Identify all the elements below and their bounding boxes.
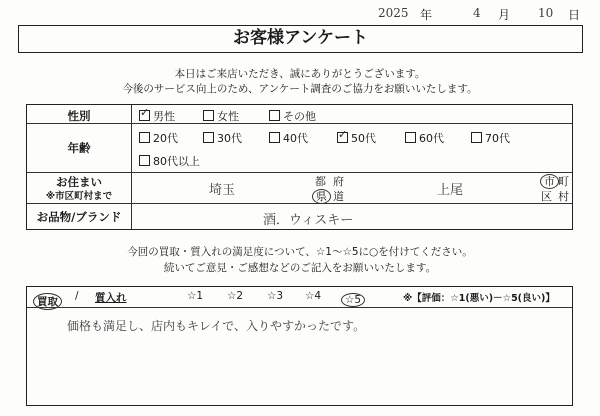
checkbox-icon[interactable] xyxy=(139,155,150,166)
review-slash: / xyxy=(75,290,79,302)
gender-label: 性別 xyxy=(67,109,91,123)
address-prefecture-value[interactable]: 埼玉 xyxy=(209,183,236,198)
page-title: お客様アンケート xyxy=(18,25,583,53)
survey-form xyxy=(26,104,573,230)
star-2[interactable]: ☆2 xyxy=(227,290,244,302)
checkbox-icon[interactable] xyxy=(405,132,416,143)
age-option-60s[interactable]: 60代 xyxy=(405,130,444,146)
gender-option-female[interactable]: 女性 xyxy=(203,108,239,124)
city-suffix-shi: 市 xyxy=(540,173,559,189)
pref-suffix-fu: 府 xyxy=(333,175,344,188)
gender-option-male[interactable]: ✓ 男性 xyxy=(139,108,175,124)
date-year: 2025 xyxy=(378,6,409,20)
review-comment[interactable]: 価格も満足し、店内もキレイで、入りやすかったです。 xyxy=(67,319,366,333)
checkbox-checked-icon[interactable] xyxy=(337,132,348,143)
instruction-line-1: 今回の買取・質入れの満足度について、☆1～☆5に○を付けてください。 xyxy=(127,246,473,258)
pref-suffix-to: 都 xyxy=(315,175,326,188)
star-3[interactable]: ☆3 xyxy=(267,290,284,302)
checkbox-icon[interactable] xyxy=(471,132,482,143)
address-label: お住まい xyxy=(56,175,102,189)
rating-note: ※【評価：☆1(悪い)－☆5(良い)】 xyxy=(403,293,555,304)
date-month: 4 xyxy=(473,6,481,20)
address-sublabel: ※市区町村まで xyxy=(45,191,113,202)
city-suffix-son: 村 xyxy=(558,190,569,203)
star-4[interactable]: ☆4 xyxy=(305,290,322,302)
age-option-50s[interactable]: ✓ 50代 xyxy=(337,130,376,146)
checkbox-icon[interactable] xyxy=(203,132,214,143)
date-day: 10 xyxy=(538,6,554,20)
checkbox-icon[interactable] xyxy=(139,132,150,143)
age-option-70s[interactable]: 70代 xyxy=(471,130,510,146)
review-section xyxy=(26,286,573,406)
date-row xyxy=(378,6,588,24)
checkbox-icon[interactable] xyxy=(269,110,280,121)
address-city-value[interactable]: 上尾 xyxy=(437,183,464,198)
age-option-40s[interactable]: 40代 xyxy=(269,130,308,146)
greeting-line-1: 本日はご来店いただき、誠にありがとうございます。 xyxy=(174,68,426,80)
date-month-unit: 月 xyxy=(498,8,511,22)
checkbox-icon[interactable] xyxy=(203,110,214,121)
pref-suffix-do: 道 xyxy=(333,190,344,203)
age-option-30s[interactable]: 30代 xyxy=(203,130,242,146)
review-header: 買取 / 質入れ ☆1 ☆2 ☆3 ☆4 ☆5 ※【評価：☆1(悪い)－☆5(良い)】 xyxy=(27,287,572,308)
greeting-line-2: 今後のサービス向上のため、アンケート調査のご協力をお願いいたします。 xyxy=(122,83,478,95)
instruction-line-2: 続いてご意見・ご感想などのご記入をお願いいたします。 xyxy=(163,262,437,274)
checkbox-icon[interactable] xyxy=(269,132,280,143)
pref-suffix-ken: 県 xyxy=(312,188,331,204)
date-year-unit: 年 xyxy=(420,8,433,22)
gender-option-other[interactable]: その他 xyxy=(269,108,316,124)
items-label: お品物/ブランド xyxy=(36,210,122,224)
age-label: 年齢 xyxy=(67,141,91,155)
date-day-unit: 日 xyxy=(568,8,581,22)
checkbox-checked-icon[interactable] xyxy=(139,110,150,121)
star-1[interactable]: ☆1 xyxy=(187,290,204,302)
age-option-80s[interactable]: 80代以上 xyxy=(139,153,200,169)
city-suffix-ku: 区 xyxy=(541,190,552,203)
review-type-pawn[interactable]: 質入れ xyxy=(95,292,127,304)
items-value[interactable]: 酒．ウィスキー xyxy=(263,213,354,228)
city-suffix-cho: 町 xyxy=(558,175,569,188)
age-option-20s[interactable]: 20代 xyxy=(139,130,178,146)
